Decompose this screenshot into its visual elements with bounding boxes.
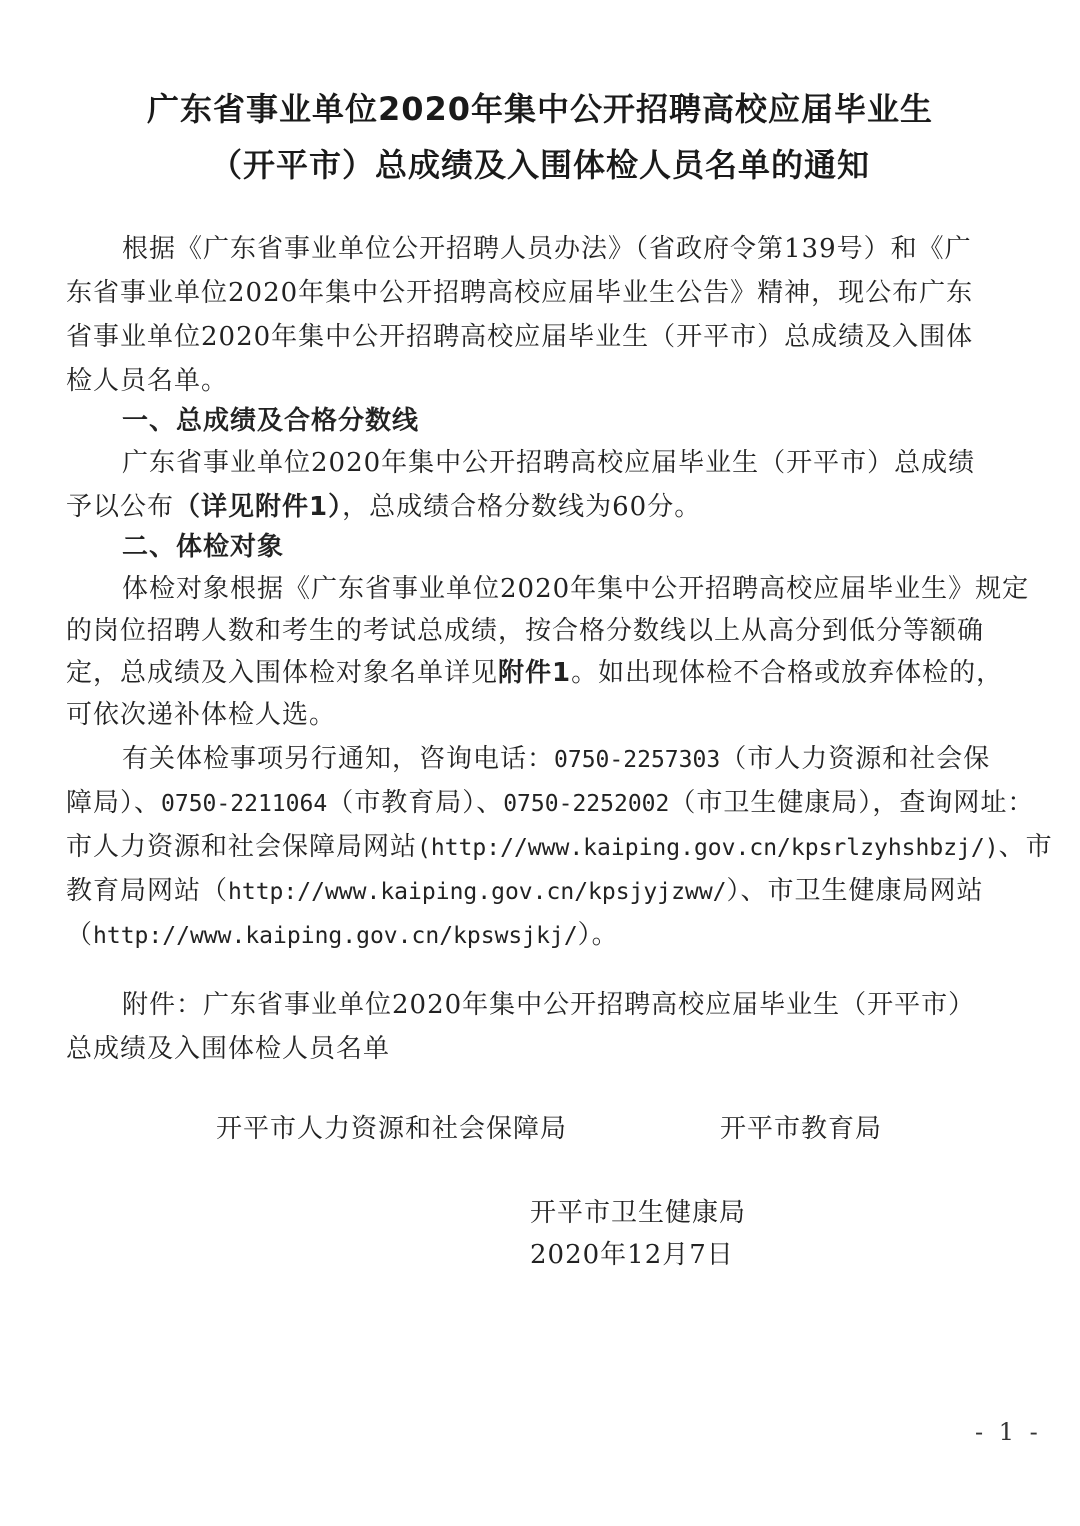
- contact-line-3-c: 、市: [998, 832, 1053, 862]
- contact-line-2-a: 障局）、: [66, 788, 162, 818]
- contact-line-5: [66, 914, 619, 951]
- section-1-line-2: [66, 486, 701, 523]
- document-title-line-1: 广东省事业单位2020年集中公开招聘高校应届毕业生: [146, 90, 934, 128]
- contact-line-1: [122, 738, 990, 775]
- section-2-line-3-c: 。如出现体检不合格或放弃体检的，: [571, 658, 1004, 688]
- phone-health-bureau: 0750-2252002: [503, 791, 670, 817]
- intro-line-3: 省事业单位2020年集中公开招聘高校应届毕业生（开平市）总成绩及入围体: [66, 322, 974, 352]
- contact-line-2: [66, 782, 1034, 819]
- contact-line-1-c: （市人力资源和社会保: [720, 744, 991, 774]
- contact-line-5-c: ）。: [577, 920, 619, 950]
- attachment-1-link: 附件1: [498, 658, 572, 688]
- signature-hr-bureau: 开平市人力资源和社会保障局: [216, 1114, 568, 1144]
- contact-line-4-a: 教育局网站（: [66, 876, 229, 906]
- intro-line-4: 检人员名单。: [66, 366, 229, 396]
- section-2-line-4: 可依次递补体检人选。: [66, 700, 337, 730]
- section-2-heading: 二、体检对象: [122, 532, 285, 562]
- url-health-bureau: http://www.kaiping.gov.cn/kpswsjkj/: [93, 923, 578, 949]
- url-hr-bureau: (http://www.kaiping.gov.cn/kpsrlzyhshbzj/): [417, 835, 999, 861]
- contact-line-4-c: ）、市卫生健康局网站: [726, 876, 984, 906]
- section-2-line-3-a: 定，总成绩及入围体检对象名单详见: [66, 658, 499, 688]
- attachment-line-2: 总成绩及入围体检人员名单: [66, 1034, 391, 1064]
- section-1-heading: 一、总成绩及合格分数线: [122, 406, 420, 436]
- contact-line-3: [66, 826, 1053, 863]
- contact-line-1-a: 有关体检事项另行通知，咨询电话：: [122, 744, 555, 774]
- contact-line-5-a: （: [66, 920, 94, 950]
- section-2-line-1: 体检对象根据《广东省事业单位2020年集中公开招聘高校应届毕业生》规定: [122, 574, 1030, 604]
- contact-line-2-e: （市卫生健康局），查询网址：: [669, 788, 1035, 818]
- attachment-1-reference: （详见附件1）: [174, 492, 343, 522]
- signature-health-bureau: 开平市卫生健康局: [530, 1198, 747, 1228]
- document-title-line-2: （开平市）总成绩及入围体检人员名单的通知: [209, 146, 870, 184]
- phone-hr-bureau: 0750-2257303: [554, 747, 721, 773]
- phone-edu-bureau: 0750-2211064: [161, 791, 328, 817]
- signature-date: 2020年12月7日: [530, 1240, 734, 1270]
- url-edu-bureau: http://www.kaiping.gov.cn/kpsjyjzww/: [228, 879, 727, 905]
- section-1-line-1: 广东省事业单位2020年集中公开招聘高校应届毕业生（开平市）总成绩: [122, 448, 976, 478]
- contact-line-2-c: （市教育局）、: [327, 788, 504, 818]
- contact-line-3-a: 市人力资源和社会保障局网站: [66, 832, 418, 862]
- section-2-line-3: [66, 652, 1003, 689]
- intro-line-2: 东省事业单位2020年集中公开招聘高校应届毕业生公告》精神，现公布广东: [66, 278, 974, 308]
- attachment-line-1: 附件：广东省事业单位2020年集中公开招聘高校应届毕业生（开平市）: [122, 990, 976, 1020]
- signature-edu-bureau: 开平市教育局: [720, 1114, 883, 1144]
- contact-line-4: [66, 870, 984, 907]
- section-1-line-2-c: ，总成绩合格分数线为60分。: [342, 492, 702, 522]
- section-1-line-2-a: 予以公布: [66, 492, 175, 522]
- intro-line-1: 根据《广东省事业单位公开招聘人员办法》（省政府令第139号）和《广: [122, 234, 972, 264]
- page-number: - 1 -: [975, 1418, 1042, 1446]
- section-2-line-2: 的岗位招聘人数和考生的考试总成绩，按合格分数线以上从高分到低分等额确: [66, 616, 985, 646]
